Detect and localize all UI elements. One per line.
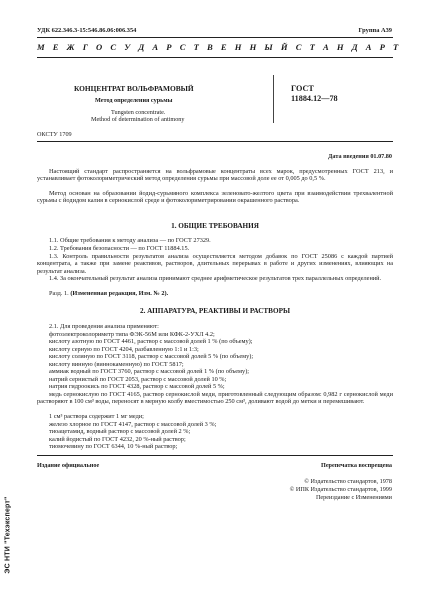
clause-1-2: 1.2. Требования безопасности — по ГОСТ 11884.15.	[49, 245, 190, 252]
copyright-1999: © ИПК Издательство стандартов, 1999	[289, 486, 392, 493]
section-1-title: 1. ОБЩИЕ ТРЕБОВАНИЯ	[171, 222, 259, 230]
sidebar-label: ЭС НТИ "Техэксперт"	[4, 496, 12, 574]
reagent-line: кислоту винную (виннокаменную) по ГОСТ 5817;	[49, 360, 184, 368]
reagent-line: фотоэлектроколориметр типа ФЭК-56М или КФК-2-УХЛ 4.2;	[49, 330, 215, 338]
intro-paragraph-1: Настоящий стандарт распространяется на вольфрамовые концентраты всех марок, предусмотренных ГОСТ 213, и устанавливает фотоколориметрический метод определения сурьмы при массовой доле ее от 0,005 до 0,5 %.	[37, 168, 393, 183]
reagent-line: тиомочевину по ГОСТ 6344, 10 %-ный раствор;	[49, 443, 178, 450]
section-1-amendment	[49, 290, 168, 297]
standard-banner: М Е Ж Г О С У Д А Р С Т В Е Н Н Ы Й С Т А Н Д А Р Т	[37, 42, 402, 52]
amendment-prefix: Разд. 1.	[49, 290, 69, 297]
reagent-line: натрия гидроокись по ГОСТ 4328, раствор с массовой долей 5 %;	[49, 383, 225, 390]
reagent-line: кислоту серную по ГОСТ 4204, разбавленную 1:1 и 1:3;	[49, 345, 199, 353]
okstu-rule	[37, 141, 393, 142]
english-title-2: Method of determination of antimony	[91, 116, 185, 123]
english-title-1: Tungsten concentrate.	[111, 109, 166, 116]
amendment-note: (Измененная редакция, Изм. № 2).	[70, 290, 169, 297]
copper-concentration: 1 см³ раствора содержит 1 мг меди;	[49, 413, 144, 420]
clause-1-3: 1.3. Контроль правильности результатов анализа осуществляется методом добавок по ГОСТ 25086 с каждой партией концентрата, а также при замене реактивов, растворов, длительных перерывах в работе и других изменениях, влияющих на результат анализа.	[37, 253, 393, 275]
reagent-line: натрий сернистый по ГОСТ 2053, раствор с массовой долей 10 %;	[49, 375, 227, 383]
official-edition: Издание официальное	[37, 462, 100, 469]
copper-sulfate-paragraph: медь сернокислую по ГОСТ 4165, раствор сернокислой меди, приготовленный следующим образом: 0,982 г сернокислой меди растворяют в 100 см³ воды, переносят в мерную колбу вместимостью 250 см³, доливают водой до метки и перемешивают.	[37, 390, 393, 405]
gost-label: ГОСТ	[291, 84, 314, 93]
banner-rule	[37, 57, 393, 58]
reprint-notice: Перепечатка воспрещена	[321, 462, 392, 469]
intro-paragraph-2: Метод основан на образовании йодид-сурьмяного комплекса зеленовато-желтого цвета при взаимодействии трехвалентной сурьмы с йодидом калия в сернокислой среде и фотоколориметрировании окрашенного раствора.	[37, 190, 393, 205]
reagent-line: аммиак водный по ГОСТ 3760, раствор с массовой долей 1 % (по объему);	[49, 368, 250, 375]
okstu-code: ОКСТУ 1709	[37, 131, 72, 138]
sidebar-watermark	[2, 484, 14, 586]
reagent-line: калий йодистый по ГОСТ 4232, 20 %-ный раствор;	[49, 435, 186, 443]
intro-date: Дата введения 01.07.80	[328, 153, 392, 160]
reissue-note: Переиздание с Изменениями	[315, 494, 392, 501]
clause-1-4: 1.4. За окончательный результат анализа принимают среднее арифметическое результатов трех параллельных определений.	[49, 275, 382, 282]
copyright-1978: © Издательство стандартов, 1978	[304, 478, 392, 485]
document-subtitle: Метод определения сурьмы	[95, 97, 173, 104]
udc-code: УДК 622.346.3-15:546.86.06:006.354	[37, 27, 137, 34]
reagent-line: тиоацетамид, водный раствор с массовой долей 2 %;	[49, 428, 191, 435]
header-rule	[37, 37, 393, 38]
group-code: Группа А39	[358, 27, 392, 34]
clause-1-1: 1.1. Общие требования к методу анализа — по ГОСТ 27329.	[49, 237, 211, 244]
footer-rule	[37, 455, 393, 456]
clause-2-1: 2.1. Для проведения анализа применяют:	[49, 323, 159, 330]
document-title: КОНЦЕНТРАТ ВОЛЬФРАМОВЫЙ	[74, 84, 194, 93]
reagent-line: кислоту азотную по ГОСТ 4461, раствор с массовой долей 1 % (по объему);	[49, 338, 253, 345]
reagent-line: кислоту соляную по ГОСТ 3118, раствор с массовой долей 5 % (по объему);	[49, 353, 254, 360]
reagent-line: железо хлорное по ГОСТ 4147, раствор с массовой долей 3 %;	[49, 420, 217, 428]
gost-number: 11884.12—78	[291, 94, 338, 103]
section-2-title: 2. АППАРАТУРА, РЕАКТИВЫ И РАСТВОРЫ	[139, 307, 291, 315]
title-divider	[273, 75, 274, 123]
